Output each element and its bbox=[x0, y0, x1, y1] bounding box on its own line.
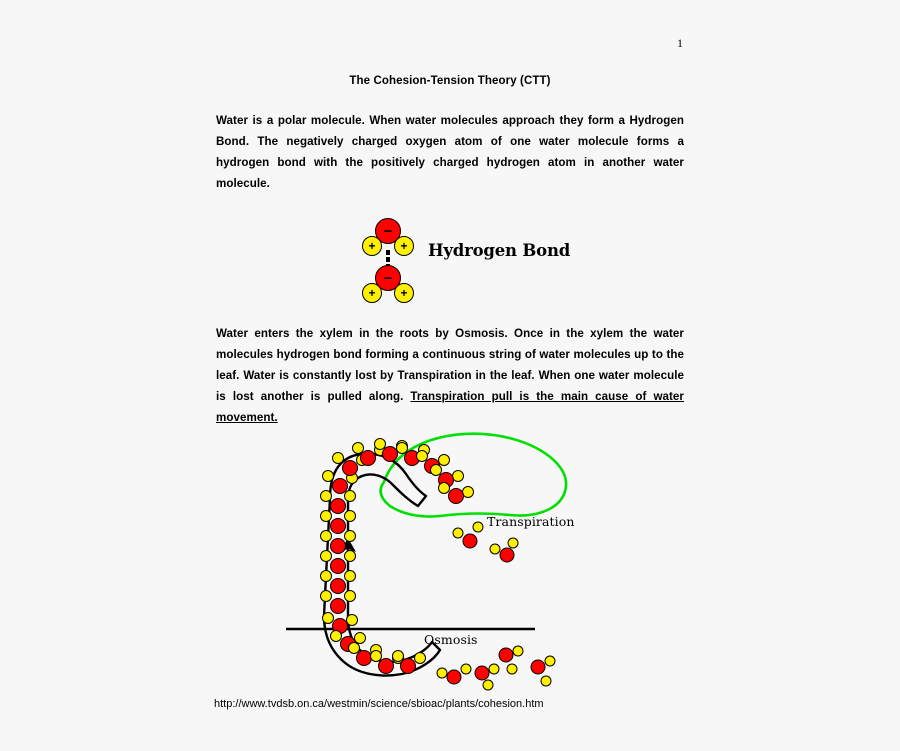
hydrogen-atom bbox=[463, 487, 474, 498]
oxygen-atom bbox=[475, 666, 489, 680]
source-url: http://www.tvdsb.on.ca/westmin/science/sbioac/plants/cohesion.htm bbox=[214, 698, 544, 710]
oxygen-atom bbox=[333, 479, 348, 494]
leaf-outline bbox=[381, 434, 566, 517]
hydrogen-atom bbox=[321, 591, 332, 602]
hydrogen-atom bbox=[490, 544, 500, 554]
page-title: The Cohesion-Tension Theory (CTT) bbox=[349, 75, 551, 87]
hydrogen-atom bbox=[375, 439, 386, 450]
soil-3 bbox=[499, 646, 523, 674]
hydrogen-atom-upper-right bbox=[394, 236, 414, 256]
oxygen-atom bbox=[357, 651, 372, 666]
oxygen-atom bbox=[447, 670, 461, 684]
oxygen-atom bbox=[531, 660, 545, 674]
oxygen-atom bbox=[361, 451, 376, 466]
positive-charge-label: + bbox=[368, 239, 376, 253]
hydrogen-atom bbox=[439, 483, 450, 494]
water-molecule bbox=[323, 613, 358, 634]
hydrogen-atom bbox=[508, 538, 518, 548]
soil-2 bbox=[475, 664, 499, 690]
hydrogen-atom bbox=[431, 465, 442, 476]
hydrogen-atom bbox=[513, 646, 523, 656]
hydrogen-atom bbox=[323, 471, 334, 482]
hydrogen-atom bbox=[483, 680, 493, 690]
hydrogen-atom bbox=[345, 531, 356, 542]
hydrogen-atom-lower-left bbox=[362, 283, 382, 303]
oxygen-atom bbox=[463, 534, 477, 548]
hydrogen-atom bbox=[347, 615, 358, 626]
ctt-diagram-svg bbox=[280, 430, 590, 700]
transpired-2 bbox=[490, 538, 518, 562]
paragraph-xylem-transpiration bbox=[216, 324, 684, 429]
positive-charge-label: + bbox=[368, 286, 376, 300]
free-water-molecules bbox=[437, 522, 555, 690]
oxygen-atom bbox=[331, 599, 346, 614]
oxygen-atom bbox=[379, 659, 394, 674]
oxygen-atom bbox=[331, 579, 346, 594]
hydrogen-atom bbox=[321, 531, 332, 542]
oxygen-atom bbox=[331, 519, 346, 534]
hydrogen-atom bbox=[489, 664, 499, 674]
paragraph-text-plain: Water enters the xylem in the roots by Osmosis. Once in the xylem the water molecules hydrogen bond forming a continuous string of water molecules up to the leaf. Water is constantly lost by Transpiration in the leaf. When one water molecule is lost another is pulled along. bbox=[216, 327, 684, 403]
paragraph-polar-molecule: Water is a polar molecule. When water molecules approach they form a Hydrogen Bond. The negatively charged oxygen atom of one water molecule forms a hydrogen bond with the positively charged hydrogen atom in another water molecule. bbox=[216, 114, 684, 190]
hydrogen-atom bbox=[321, 571, 332, 582]
oxygen-atom bbox=[500, 548, 514, 562]
hydrogen-atom bbox=[397, 443, 408, 454]
hydrogen-atom-lower-right bbox=[394, 283, 414, 303]
hydrogen-atom bbox=[345, 591, 356, 602]
cohesion-tension-diagram bbox=[280, 430, 590, 700]
oxygen-atom bbox=[343, 461, 358, 476]
hydrogen-atom-upper-left bbox=[362, 236, 382, 256]
hydrogen-atom bbox=[453, 528, 463, 538]
hydrogen-atom bbox=[321, 511, 332, 522]
transpired-1 bbox=[453, 522, 483, 548]
oxygen-atom bbox=[383, 447, 398, 462]
negative-charge-label: − bbox=[383, 269, 393, 287]
water-molecule bbox=[331, 631, 366, 652]
paragraph-text-underlined: Transpiration pull is the main cause of water movement. bbox=[216, 389, 684, 424]
hydrogen-atom bbox=[541, 676, 551, 686]
hydrogen-bond-figure bbox=[350, 205, 580, 310]
hydrogen-atom bbox=[417, 451, 428, 462]
positive-charge-label: + bbox=[400, 286, 408, 300]
oxygen-atom bbox=[449, 489, 464, 504]
hydrogen-atom bbox=[461, 664, 471, 674]
hydrogen-atom bbox=[323, 613, 334, 624]
hydrogen-atom bbox=[345, 551, 356, 562]
hydrogen-atom bbox=[439, 455, 450, 466]
oxygen-atom bbox=[401, 659, 416, 674]
oxygen-atom bbox=[331, 499, 346, 514]
hydrogen-bond-label: Hydrogen Bond bbox=[428, 241, 571, 260]
positive-charge-label: + bbox=[400, 239, 408, 253]
water-molecule bbox=[439, 483, 474, 504]
hydrogen-atom bbox=[345, 491, 356, 502]
soil-4 bbox=[531, 656, 555, 686]
hydrogen-atom bbox=[321, 491, 332, 502]
osmosis-label: Osmosis bbox=[424, 632, 478, 647]
hydrogen-atom bbox=[507, 664, 517, 674]
soil-1 bbox=[437, 664, 471, 684]
hydrogen-atom bbox=[437, 668, 447, 678]
oxygen-atom bbox=[499, 648, 513, 662]
hydrogen-atom bbox=[353, 443, 364, 454]
hydrogen-atom bbox=[371, 651, 382, 662]
hydrogen-atom bbox=[349, 643, 360, 654]
oxygen-atom bbox=[331, 559, 346, 574]
hydrogen-atom bbox=[331, 631, 342, 642]
hydrogen-atom bbox=[345, 511, 356, 522]
hydrogen-atom bbox=[355, 633, 366, 644]
transpiration-label: Transpiration bbox=[487, 514, 575, 529]
hydrogen-atom bbox=[345, 571, 356, 582]
hydrogen-atom bbox=[333, 453, 344, 464]
hydrogen-atom bbox=[393, 651, 404, 662]
negative-charge-label: − bbox=[383, 222, 393, 240]
hydrogen-atom bbox=[453, 471, 464, 482]
page-number: 1 bbox=[677, 36, 683, 50]
oxygen-atom bbox=[331, 539, 346, 554]
hydrogen-atom bbox=[321, 551, 332, 562]
hydrogen-atom bbox=[473, 522, 483, 532]
hydrogen-atom bbox=[415, 653, 426, 664]
hydrogen-atom bbox=[545, 656, 555, 666]
